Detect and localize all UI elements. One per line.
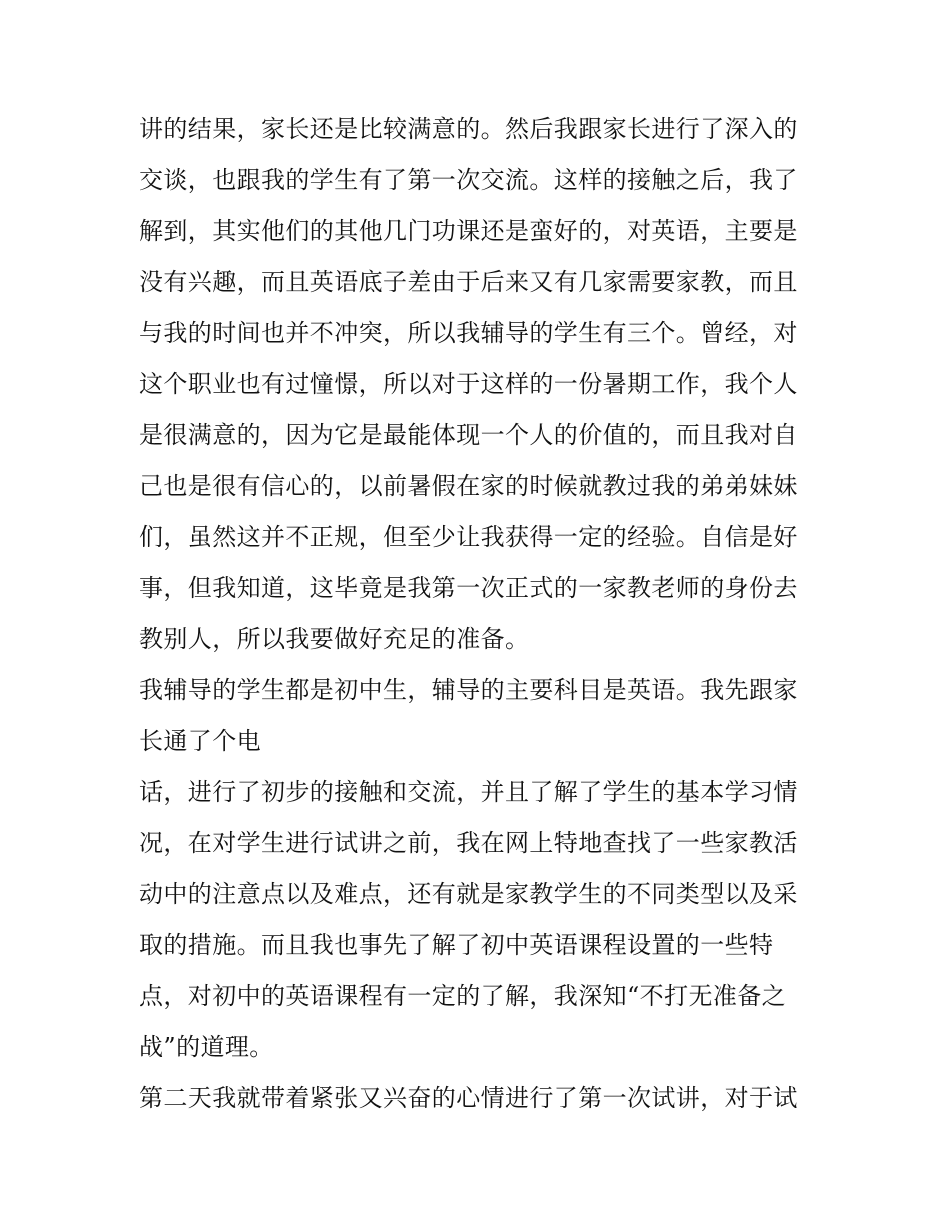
text-line: 战”的道理。 — [139, 1033, 274, 1061]
text-line: 是很满意的，因为它是最能体现一个人的价值的，而且我对自 — [139, 421, 798, 449]
text-line: 交谈，也跟我的学生有了第一次交流。这样的接触之后，我了 — [139, 166, 798, 194]
text-line: 事，但我知道，这毕竟是我第一次正式的一家教老师的身份去 — [139, 574, 798, 602]
text-line: 动中的注意点以及难点，还有就是家教学生的不同类型以及采 — [139, 880, 798, 908]
text-line: 与我的时间也并不冲突，所以我辅导的学生有三个。曾经，对 — [139, 319, 798, 347]
text-line: 解到，其实他们的其他几门功课还是蛮好的，对英语，主要是 — [139, 217, 798, 245]
text-line: 己也是很有信心的，以前暑假在家的时候就教过我的弟弟妹妹 — [139, 472, 798, 500]
text-line: 况，在对学生进行试讲之前，我在网上特地查找了一些家教活 — [139, 829, 798, 857]
text-line: 没有兴趣，而且英语底子差由于后来又有几家需要家教，而且 — [139, 268, 798, 296]
text-line: 我辅导的学生都是初中生，辅导的主要科目是英语。我先跟家 — [139, 676, 798, 704]
text-line: 这个职业也有过憧憬，所以对于这样的一份暑期工作，我个人 — [139, 370, 798, 398]
text-line: 话，进行了初步的接触和交流，并且了解了学生的基本学习情 — [139, 778, 798, 806]
text-line: 们，虽然这并不正规，但至少让我获得一定的经验。自信是好 — [139, 523, 798, 551]
text-line: 长通了个电 — [139, 727, 261, 755]
text-line: 讲的结果，家长还是比较满意的。然后我跟家长进行了深入的 — [139, 115, 798, 143]
text-line: 取的措施。而且我也事先了解了初中英语课程设置的一些特 — [139, 931, 774, 959]
text-line: 教别人，所以我要做好充足的准备。 — [139, 625, 530, 653]
body-text — [139, 104, 819, 1124]
text-line: 第二天我就带着紧张又兴奋的心情进行了第一次试讲，对于试 — [139, 1084, 798, 1112]
text-line: 点，对初中的英语课程有一定的了解，我深知“不打无准备之 — [139, 982, 787, 1010]
